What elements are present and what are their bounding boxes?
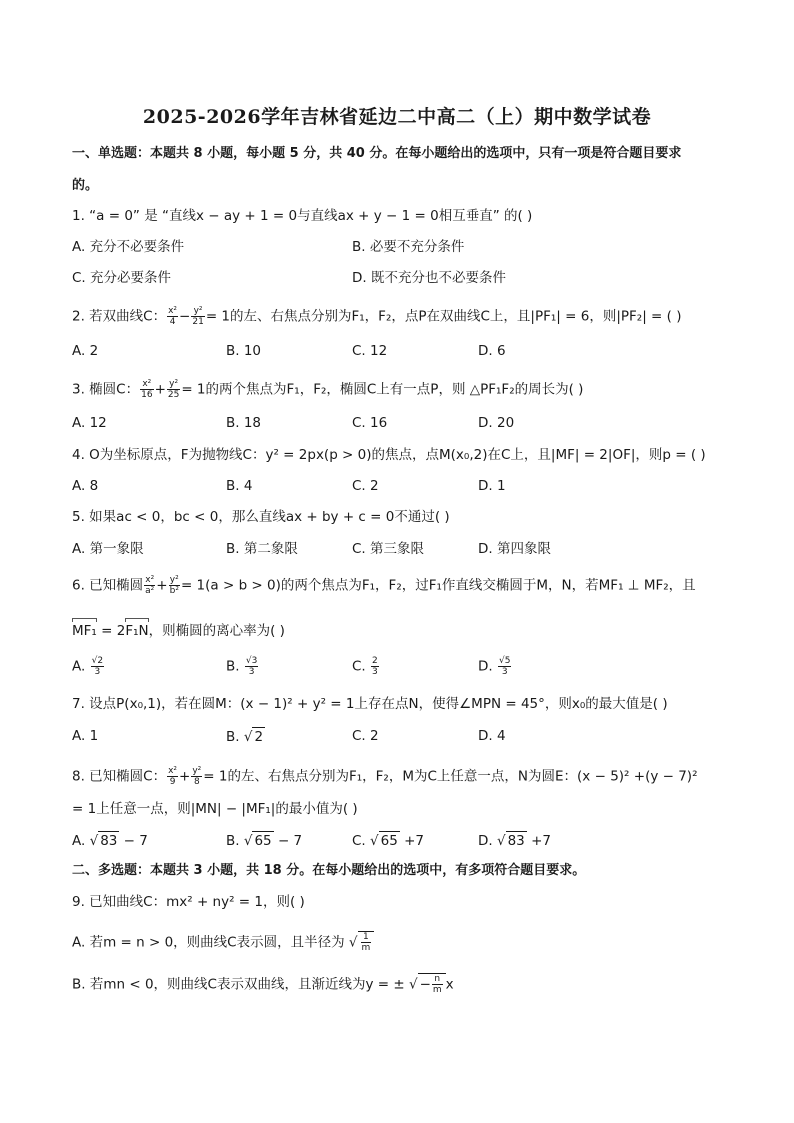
q9-option-b: B. 若mn < 0，则曲线C表示双曲线，且渐近线为y = ± √ − $\frac{n}{m}$ x — [72, 974, 454, 995]
q8-option-d: D. √ 83 +7 — [478, 833, 551, 849]
q8-option-c: C. √ 65 +7 — [352, 833, 425, 849]
question-6-stem: 6. 已知椭圆 $\frac{\text{x²}}{\text{a²}}$ + $\frac{\text{y²}}{\text{b²}}$ = 1(a > b > 0)的两个焦点为F₁，F₂，过F₁作直线交椭圆于M，N，若MF₁ ⊥ MF₂，且 — [72, 575, 696, 596]
q2-prefix: 2. 若双曲线C： — [72, 308, 167, 325]
q6-option-a: A. $\frac{√2}{3}$ — [72, 656, 104, 677]
q3-option-b: B. 18 — [226, 415, 262, 431]
q5-option-c: C. 第三象限 — [352, 541, 425, 557]
q4-option-c: C. 2 — [352, 478, 379, 494]
q2-option-a: A. 2 — [72, 343, 99, 359]
q3-option-c: C. 16 — [352, 415, 388, 431]
question-1-stem: 1. “a = 0” 是 “直线x − ay + 1 = 0与直线ax + y − 1 = 0相互垂直” 的( ) — [72, 208, 533, 224]
section-2-heading: 二、多选题：本题共 3 小题，共 18 分。在每小题给出的选项中，有多项符合题目要求。 — [72, 863, 586, 878]
question-4-stem: 4. O为坐标原点，F为抛物线C：y² = 2px(p > 0)的焦点，点M(x₀,2)在C上，且|MF| = 2|OF|，则p = ( ) — [72, 447, 706, 463]
section-1-heading-cont: 的。 — [72, 178, 99, 193]
q6-equals: = 2 — [96, 623, 126, 639]
question-9-stem: 9. 已知曲线C：mx² + ny² = 1，则( ) — [72, 894, 305, 910]
q4-option-d: D. 1 — [478, 478, 506, 494]
q3-prefix: 3. 椭圆C： — [72, 381, 140, 398]
q6-fraction-y: $\frac{\text{y²}}{\text{b²}}$ — [169, 575, 179, 596]
q8-prefix: 8. 已知椭圆C： — [72, 768, 167, 785]
question-2-stem: 2. 若双曲线C： $\frac{\text{x²}}{4}$ − $\frac{\text{y²}}{21}$ = 1的左、右焦点分别为F₁，F₂，点P在双曲线C上，且|PF₁| = 6，则|PF₂| = ( ) — [72, 306, 682, 327]
q2-fraction-x: $\frac{\text{x²}}{4}$ — [168, 306, 178, 327]
q7-option-b: B. √ 2 — [226, 729, 264, 745]
q3-option-d: D. 20 — [478, 415, 515, 431]
q2-suffix: = 1的左、右焦点分别为F₁，F₂，点P在双曲线C上，且|PF₁| = 6，则|PF₂| = ( ) — [205, 308, 682, 325]
q8-option-a: A. √ 83 − 7 — [72, 833, 148, 849]
q6-fraction-x: $\frac{\text{x²}}{\text{a²}}$ — [145, 575, 155, 596]
q1-option-d: D. 既不充分也不必要条件 — [352, 270, 506, 286]
q8-fraction-x: $\frac{\text{x²}}{9}$ — [168, 766, 178, 787]
page-title: 2025-2026学年吉林省延边二中高二（上）期中数学试卷 — [142, 106, 652, 128]
q5-option-a: A. 第一象限 — [72, 541, 144, 557]
q2-fraction-y: $\frac{\text{y²}}{21}$ — [192, 306, 204, 327]
q6-suffix: = 1(a > b > 0)的两个焦点为F₁，F₂，过F₁作直线交椭圆于M，N，若MF₁ ⊥ MF₂，且 — [180, 577, 696, 594]
q6-option-d: D. $\frac{√5}{3}$ — [478, 656, 511, 677]
section-1-heading: 一、单选题：本题共 8 小题，每小题 5 分，共 40 分。在每小题给出的选项中，只有一项是符合题目要求 — [72, 146, 682, 161]
q4-option-b: B. 4 — [226, 478, 253, 494]
q2-option-c: C. 12 — [352, 343, 388, 359]
q6-option-b: B. $\frac{√3}{3}$ — [226, 656, 258, 677]
q5-option-d: D. 第四象限 — [478, 541, 551, 557]
q6-prefix: 6. 已知椭圆 — [72, 577, 144, 594]
q8-suffix: = 1的左、右焦点分别为F₁，F₂，M为C上任意一点，N为圆E：(x − 5)² +(y − 7)² — [203, 768, 698, 785]
q6-suffix-2: ，则椭圆的离心率为( ) — [148, 623, 285, 639]
q1-option-c: C. 充分必要条件 — [72, 270, 172, 286]
q3-option-a: A. 12 — [72, 415, 107, 431]
q9-option-a: A. 若m = n > 0，则曲线C表示圆，且半径为 √ $\frac{1}{m}$ — [72, 931, 732, 953]
q7-option-c: C. 2 — [352, 728, 379, 744]
q6-option-c: C. $\frac{2}{3}$ — [352, 656, 378, 677]
q1-option-a: A. 充分不必要条件 — [72, 239, 185, 255]
q3-fraction-y: $\frac{\text{y²}}{25}$ — [167, 379, 180, 400]
q2-option-d: D. 6 — [478, 343, 506, 359]
q8-fraction-y: $\frac{\text{y²}}{8}$ — [192, 766, 202, 787]
question-5-stem: 5. 如果ac < 0，bc < 0，那么直线ax + by + c = 0不通过( ) — [72, 509, 450, 525]
question-8-stem-cont: = 1上任意一点，则|MN| − |MF₁|的最小值为( ) — [72, 801, 358, 817]
q3-suffix: = 1的两个焦点为F₁，F₂，椭圆C上有一点P，则 △PF₁F₂的周长为( ) — [181, 381, 584, 398]
question-8-stem: 8. 已知椭圆C： $\frac{\text{x²}}{9}$ + $\frac{\text{y²}}{8}$ = 1的左、右焦点分别为F₁，F₂，M为C上任意一点，N为圆E：(x − 5)² +(y − 7)² — [72, 766, 698, 787]
q4-option-a: A. 8 — [72, 478, 99, 494]
q6-vector-f1n: F₁N — [125, 618, 148, 640]
q3-fraction-x: $\frac{\text{x²}}{16}$ — [141, 379, 153, 400]
q2-option-b: B. 10 — [226, 343, 262, 359]
question-7-stem: 7. 设点P(x₀,1)，若在圆M：(x − 1)² + y² = 1上存在点N，使得∠MPN = 45°，则x₀的最大值是( ) — [72, 696, 668, 712]
question-3-stem: 3. 椭圆C： $\frac{\text{x²}}{16}$ + $\frac{\text{y²}}{25}$ = 1的两个焦点为F₁，F₂，椭圆C上有一点P，则 △PF₁F₂的周长为( ) — [72, 379, 584, 400]
q1-option-b: B. 必要不充分条件 — [352, 239, 465, 255]
q7-option-a: A. 1 — [72, 728, 99, 744]
q5-option-b: B. 第二象限 — [226, 541, 298, 557]
q7-option-d: D. 4 — [478, 728, 506, 744]
q8-option-b: B. √ 65 − 7 — [226, 833, 303, 849]
question-6-stem-cont — [72, 618, 732, 640]
q6-vector-mf1: MF₁ — [72, 618, 97, 640]
